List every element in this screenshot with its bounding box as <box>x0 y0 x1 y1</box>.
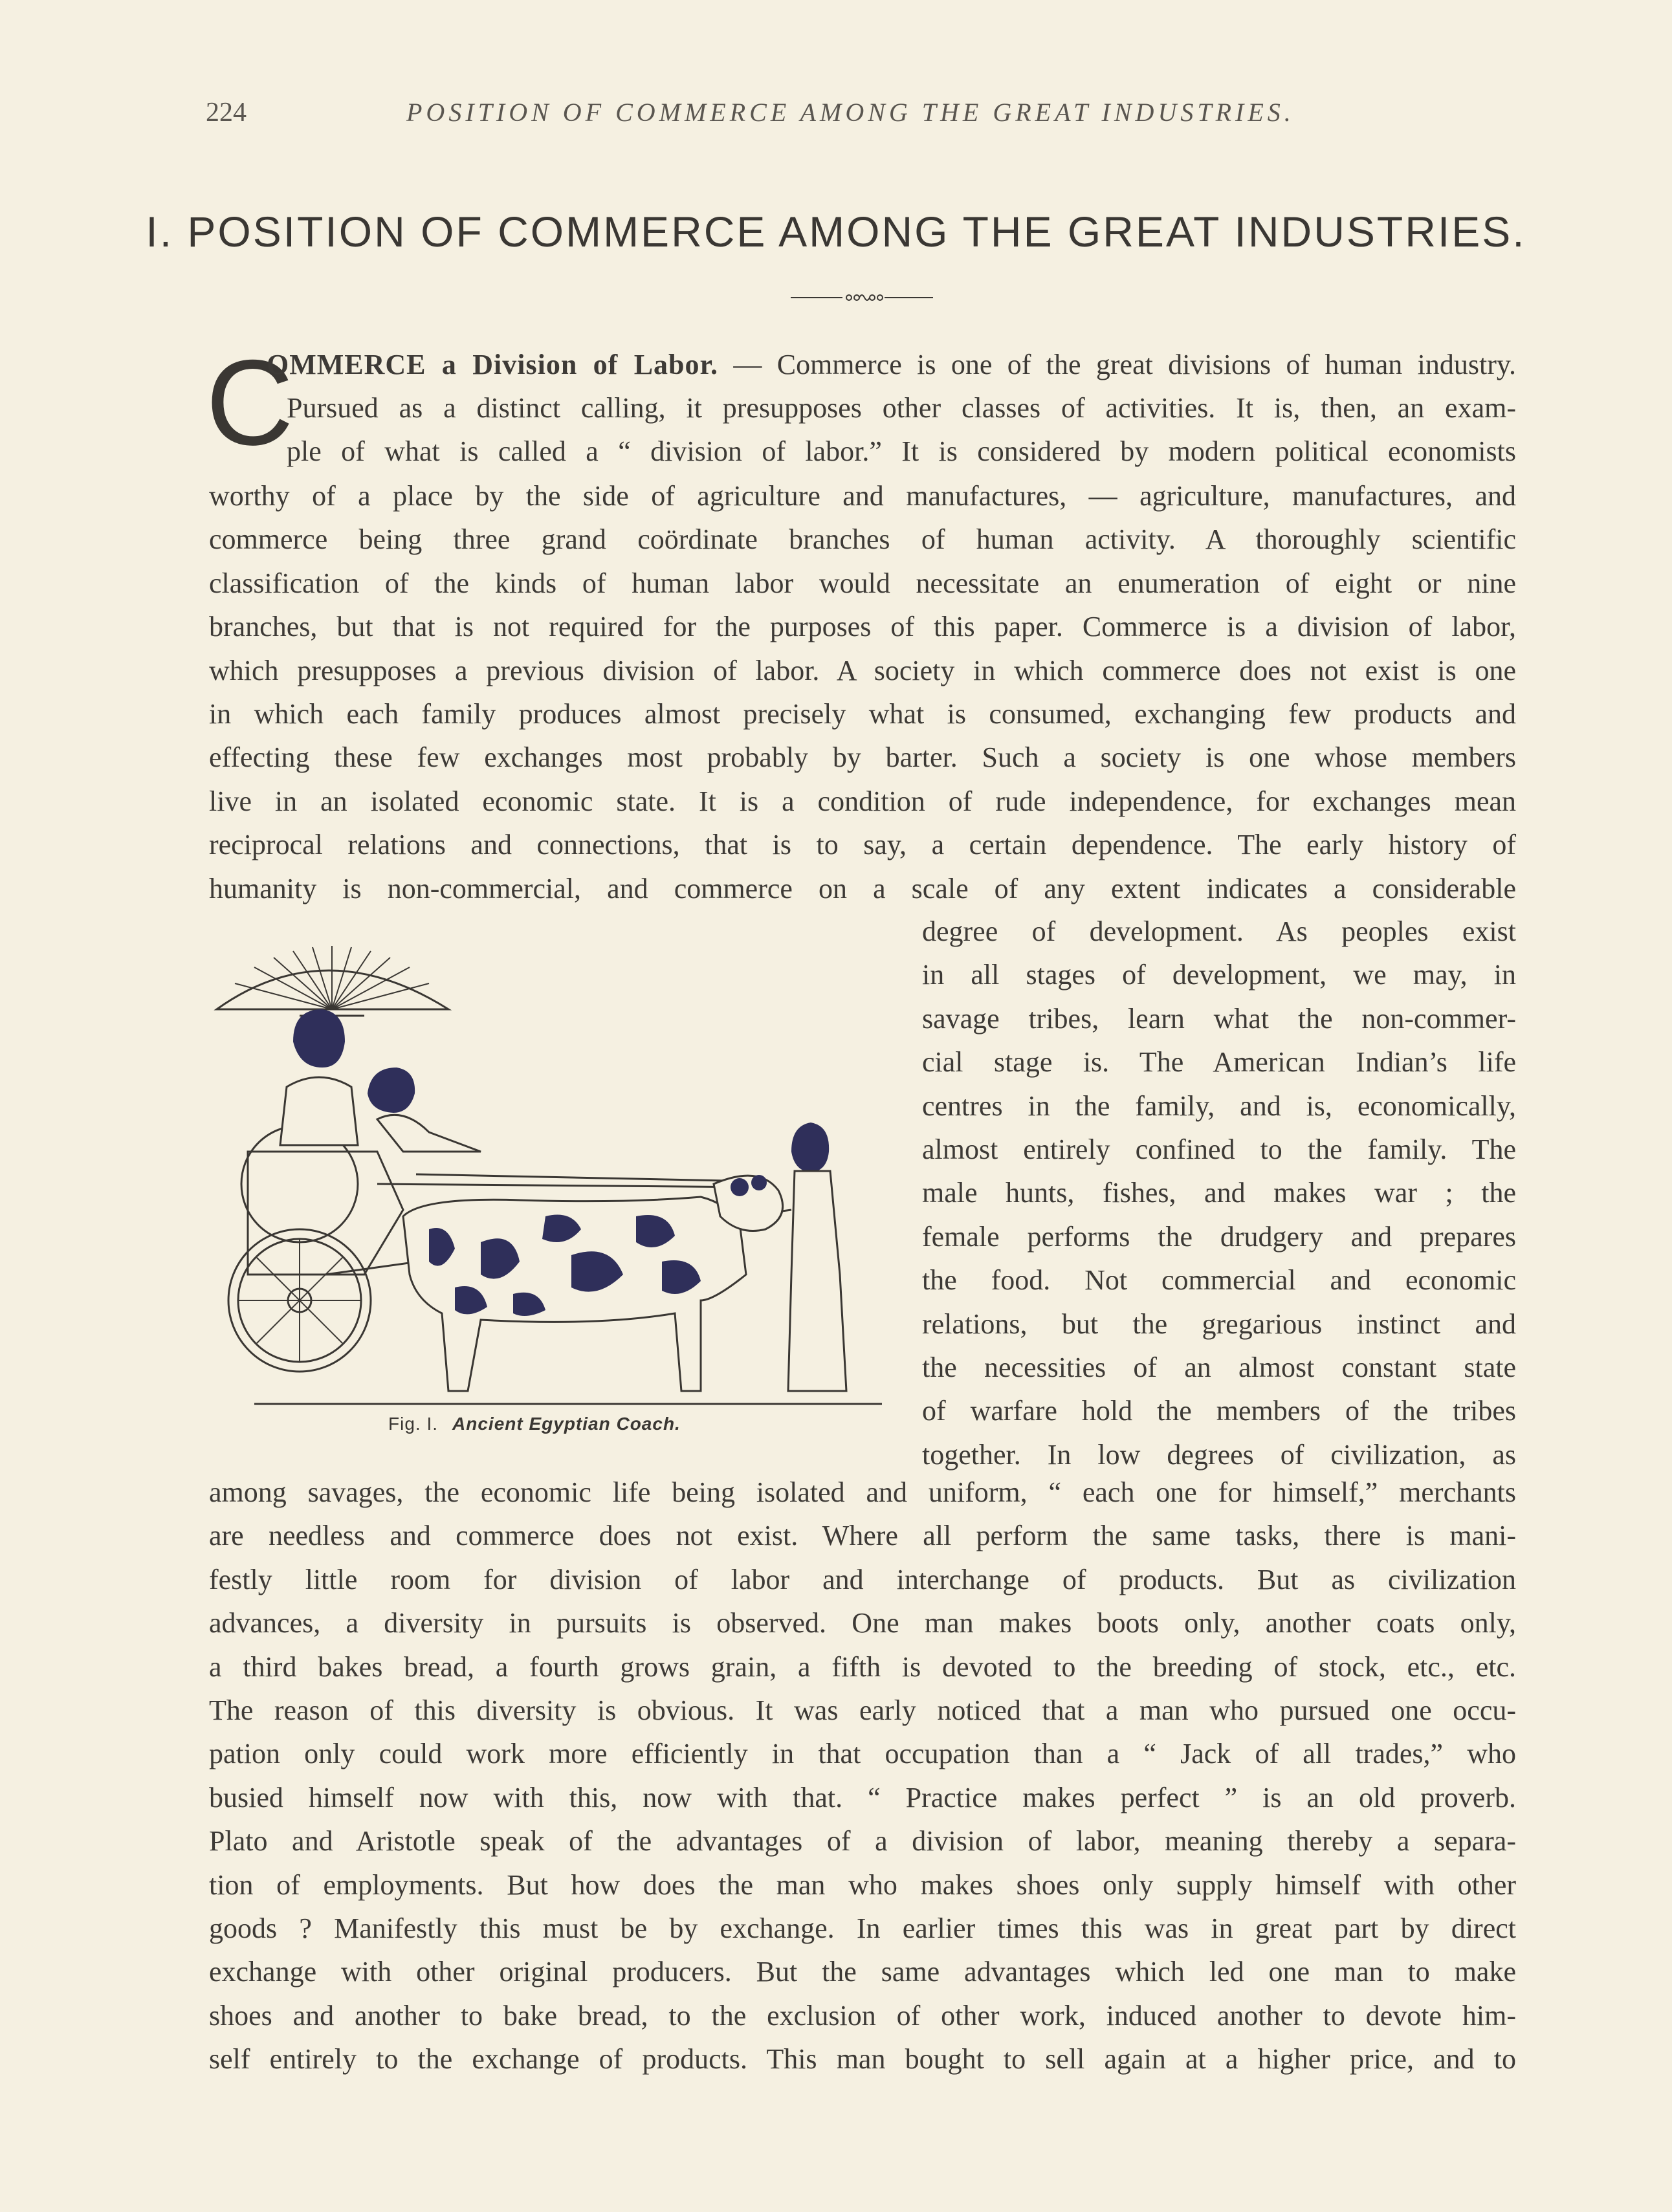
chapter-title: I. POSITION OF COMMERCE AMONG THE GREAT INDUSTRIES. <box>146 208 1526 256</box>
figure-caption-text: Ancient Egyptian Coach. <box>452 1414 681 1434</box>
text-line: goods ? Manifestly this must be by exchange. In earlier times this was in great part by direct <box>209 1912 1516 1944</box>
paragraph-block-bottom <box>209 1471 1516 2081</box>
ornament-divider <box>791 290 933 305</box>
text-line: together. In low degrees of civilization, as <box>922 1438 1516 1471</box>
text-line: degree of development. As peoples exist <box>922 915 1516 947</box>
text-line: in all stages of development, we may, in <box>922 959 1516 991</box>
text-line: classification of the kinds of human labor would necessitate an enumeration of eight or nine <box>209 567 1516 599</box>
text-line: humanity is non-commercial, and commerce on a scale of any extent indicates a considerable <box>209 872 1516 904</box>
text-line: male hunts, fishes, and makes war ; the <box>922 1177 1516 1209</box>
text-line: live in an isolated economic state. It is a condition of rude independence, for exchanges mean <box>209 785 1516 817</box>
text-line: female performs the drudgery and prepares <box>922 1220 1516 1253</box>
text-line: busied himself now with this, now with that. “ Practice makes perfect ” is an old proverb. <box>209 1781 1516 1813</box>
drop-cap: C <box>206 334 294 470</box>
text-line: advances, a diversity in pursuits is observed. One man makes boots only, another coats only, <box>209 1607 1516 1639</box>
lead-line-1-text: — Commerce is one of the great divisions of human industry. <box>718 349 1516 380</box>
text-line: pation only could work more efficiently in that occupation than a “ Jack of all trades,” who <box>209 1738 1516 1770</box>
running-head <box>206 97 1519 136</box>
text-line: festly little room for division of labor and interchange of products. But as civilization <box>209 1563 1516 1595</box>
page-number: 224 <box>206 98 247 127</box>
egyptian-coach-illustration <box>209 938 882 1410</box>
text-line: which presupposes a previous division of labor. A society in which commerce does not exist is one <box>209 654 1516 686</box>
side-column-text <box>922 910 1516 1476</box>
text-line: Plato and Aristotle speak of the advantages of a division of labor, meaning thereby a separa- <box>209 1825 1516 1857</box>
figure-label: Fig. I. <box>388 1414 439 1434</box>
text-line: tion of employments. But how does the man who makes shoes only supply himself with other <box>209 1868 1516 1901</box>
text-line: worthy of a place by the side of agriculture and manufactures, — agriculture, manufactures, and <box>209 480 1516 512</box>
text-line: branches, but that is not required for the purposes of this paper. Commerce is a division of labor, <box>209 611 1516 643</box>
text-line: cial stage is. The American Indian’s life <box>922 1046 1516 1079</box>
text-line: effecting these few exchanges most probably by barter. Such a society is one whose members <box>209 741 1516 774</box>
text-line: the food. Not commercial and economic <box>922 1264 1516 1297</box>
text-line: shoes and another to bake bread, to the exclusion of other work, induced another to devote him- <box>209 1999 1516 2031</box>
text-line: are needless and commerce does not exist. Where all perform the same tasks, there is mani- <box>209 1520 1516 1552</box>
lead-line-1 <box>267 343 1516 386</box>
text-line: a third bakes bread, a fourth grows grain, a fifth is devoted to the breeding of stock, etc., etc. <box>209 1650 1516 1683</box>
text-line: commerce being three grand coördinate branches of human activity. A thoroughly scientific <box>209 523 1516 556</box>
text-line: almost entirely confined to the family. The <box>922 1133 1516 1165</box>
running-title: POSITION OF COMMERCE AMONG THE GREAT INDUSTRIES. <box>406 98 1295 127</box>
text-line: relations, but the gregarious instinct and <box>922 1308 1516 1340</box>
text-line: reciprocal relations and connections, that is to say, a certain dependence. The early history of <box>209 829 1516 861</box>
lead-heading: OMMERCE a Division of Labor. <box>267 349 718 380</box>
text-line: self entirely to the exchange of products. This man bought to sell again at a higher price, and to <box>209 2043 1516 2075</box>
text-line: of warfare hold the members of the tribes <box>922 1395 1516 1427</box>
text-line: in which each family produces almost precisely what is consumed, exchanging few products and <box>209 697 1516 730</box>
figure-caption <box>388 1414 681 1434</box>
text-line: among savages, the economic life being isolated and uniform, “ each one for himself,” merchants <box>209 1476 1516 1508</box>
text-line: exchange with other original producers. But the same advantages which led one man to make <box>209 1956 1516 1988</box>
text-line: savage tribes, learn what the non-commer- <box>922 1002 1516 1035</box>
paragraph-block-top <box>209 474 1516 910</box>
lead-line-2: Pursued as a distinct calling, it presupposes other classes of activities. It is, then, an exam- <box>287 392 1516 424</box>
text-line: the necessities of an almost constant state <box>922 1351 1516 1383</box>
text-line: The reason of this diversity is obvious. It was early noticed that a man who pursued one occu- <box>209 1694 1516 1726</box>
text-line: centres in the family, and is, economically, <box>922 1090 1516 1122</box>
lead-line-3: ple of what is called a “ division of labor.” It is considered by modern political economists <box>287 435 1516 467</box>
